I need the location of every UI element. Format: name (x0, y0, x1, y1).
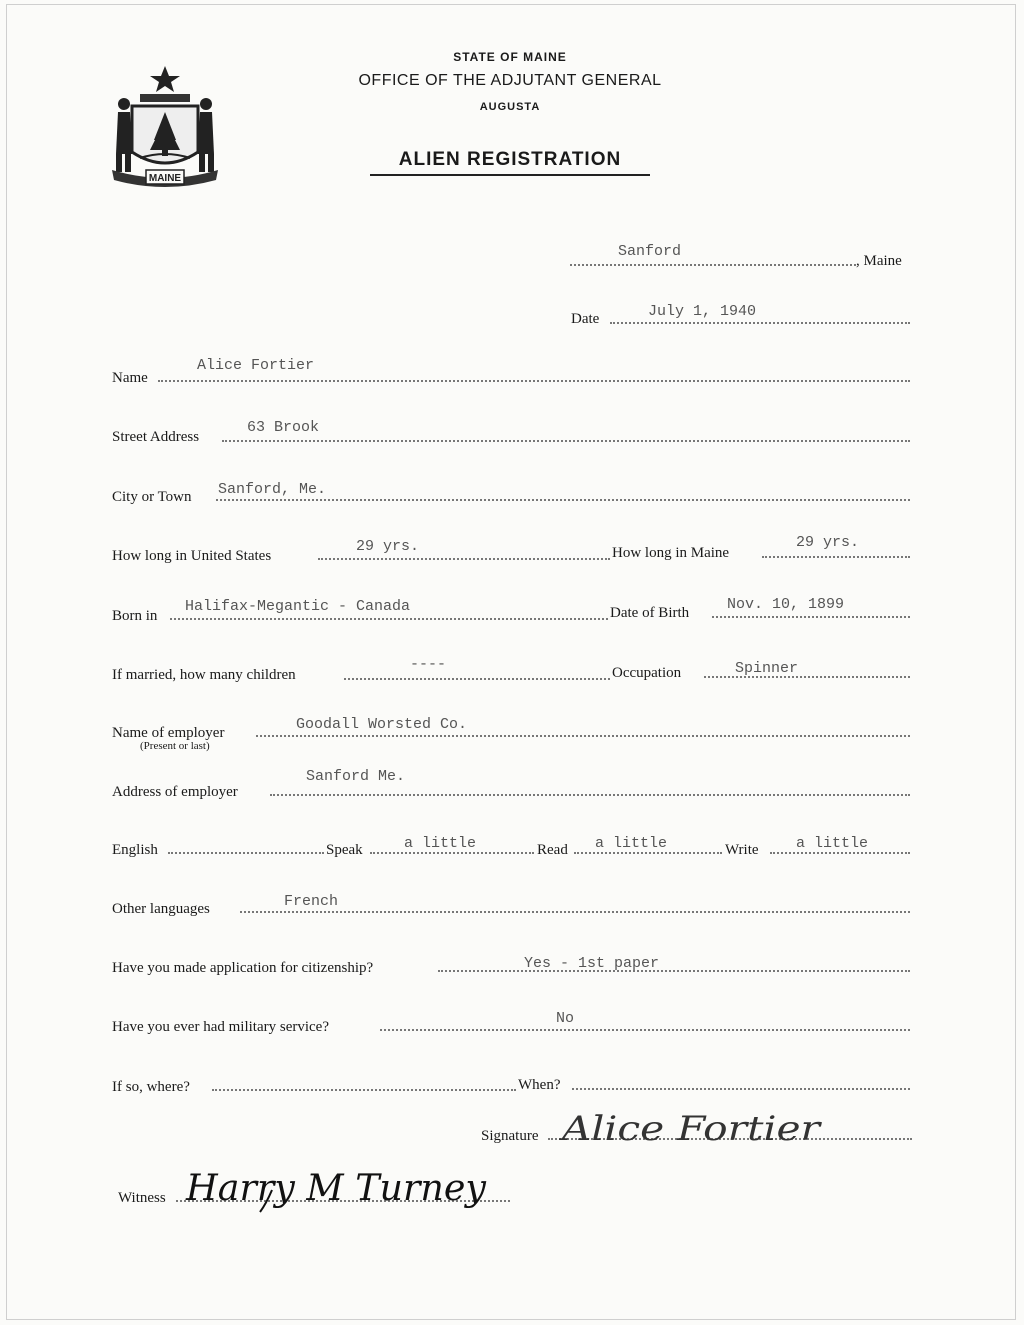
how-long-us-value: 29 yrs. (356, 538, 420, 555)
military-line (380, 1029, 910, 1031)
english-label: English (112, 842, 158, 858)
employer-line (256, 735, 910, 737)
maine-state-seal (110, 62, 220, 190)
date-label: Date (571, 311, 600, 327)
date-value: July 1, 1940 (648, 303, 757, 320)
location-value: Sanford (618, 243, 682, 260)
born-in-label: Born in (112, 608, 158, 624)
citizenship-line (438, 970, 910, 972)
witness-text: Harry M Turney (184, 1168, 487, 1209)
witness-handwriting (182, 1160, 492, 1220)
employer-label: Name of employer (112, 725, 225, 741)
name-label: Name (112, 370, 148, 386)
how-long-us-line (318, 558, 610, 560)
citizenship-label: Have you made application for citizenship? (112, 960, 374, 976)
other-languages-value: French (284, 893, 339, 910)
street-value: 63 Brook (247, 419, 320, 436)
page-border (6, 4, 1016, 1320)
employer-address-label: Address of employer (112, 784, 238, 800)
employer-address-value: Sanford Me. (306, 768, 406, 785)
city-label: City or Town (112, 489, 192, 505)
speak-value: a little (404, 835, 477, 852)
city-line (216, 499, 910, 501)
other-languages-line (240, 911, 910, 913)
military-label: Have you ever had military service? (112, 1019, 329, 1035)
where-line (212, 1089, 516, 1091)
header-city: AUGUSTA (479, 101, 541, 113)
other-languages-label: Other languages (112, 901, 210, 917)
location-line (570, 264, 856, 266)
how-long-maine-value: 29 yrs. (796, 534, 860, 551)
citizenship-value: Yes - 1st paper (524, 955, 660, 972)
header-state: STATE OF MAINE (453, 50, 567, 64)
location-suffix: , Maine (856, 253, 902, 269)
occupation-value: Spinner (735, 660, 799, 677)
header-office: OFFICE OF THE ADJUTANT GENERAL (358, 72, 662, 89)
how-long-maine-line (762, 556, 910, 558)
name-value: Alice Fortier (197, 357, 315, 374)
when-line (572, 1088, 910, 1090)
how-long-us-label: How long in United States (112, 548, 272, 564)
speak-label: Speak (326, 842, 363, 858)
city-value: Sanford, Me. (218, 481, 327, 498)
write-label: Write (725, 842, 759, 858)
english-line (168, 852, 324, 854)
employer-value: Goodall Worsted Co. (296, 716, 468, 733)
where-label: If so, where? (112, 1079, 190, 1095)
witness-label: Witness (118, 1190, 166, 1206)
dob-line (712, 616, 910, 618)
form-title: ALIEN REGISTRATION (398, 149, 622, 170)
employer-address-line (270, 794, 910, 796)
title-underline (370, 174, 650, 176)
signature-label: Signature (481, 1128, 539, 1144)
how-long-maine-label: How long in Maine (612, 545, 730, 561)
read-value: a little (595, 835, 668, 852)
occupation-label: Occupation (612, 665, 682, 681)
write-value: a little (796, 835, 869, 852)
date-line (610, 322, 910, 324)
speak-line (370, 852, 534, 854)
when-label: When? (518, 1077, 561, 1093)
seal-banner-text: MAINE (148, 173, 182, 184)
dob-value: Nov. 10, 1899 (727, 596, 845, 613)
signature-handwriting (558, 1100, 828, 1152)
born-in-value: Halifax-Megantic - Canada (185, 598, 411, 615)
street-label: Street Address (112, 429, 200, 445)
born-in-line (170, 618, 608, 620)
write-line (770, 852, 910, 854)
children-value: ---- (410, 656, 447, 673)
street-line (222, 440, 910, 442)
military-value: No (556, 1010, 575, 1027)
read-line (574, 852, 722, 854)
read-label: Read (537, 842, 568, 858)
name-line (158, 380, 910, 382)
signature-text: Alice Fortier (558, 1109, 823, 1149)
employer-sublabel: (Present or last) (140, 740, 210, 752)
children-label: If married, how many children (112, 667, 296, 683)
dob-label: Date of Birth (610, 605, 690, 621)
children-line (344, 678, 610, 680)
